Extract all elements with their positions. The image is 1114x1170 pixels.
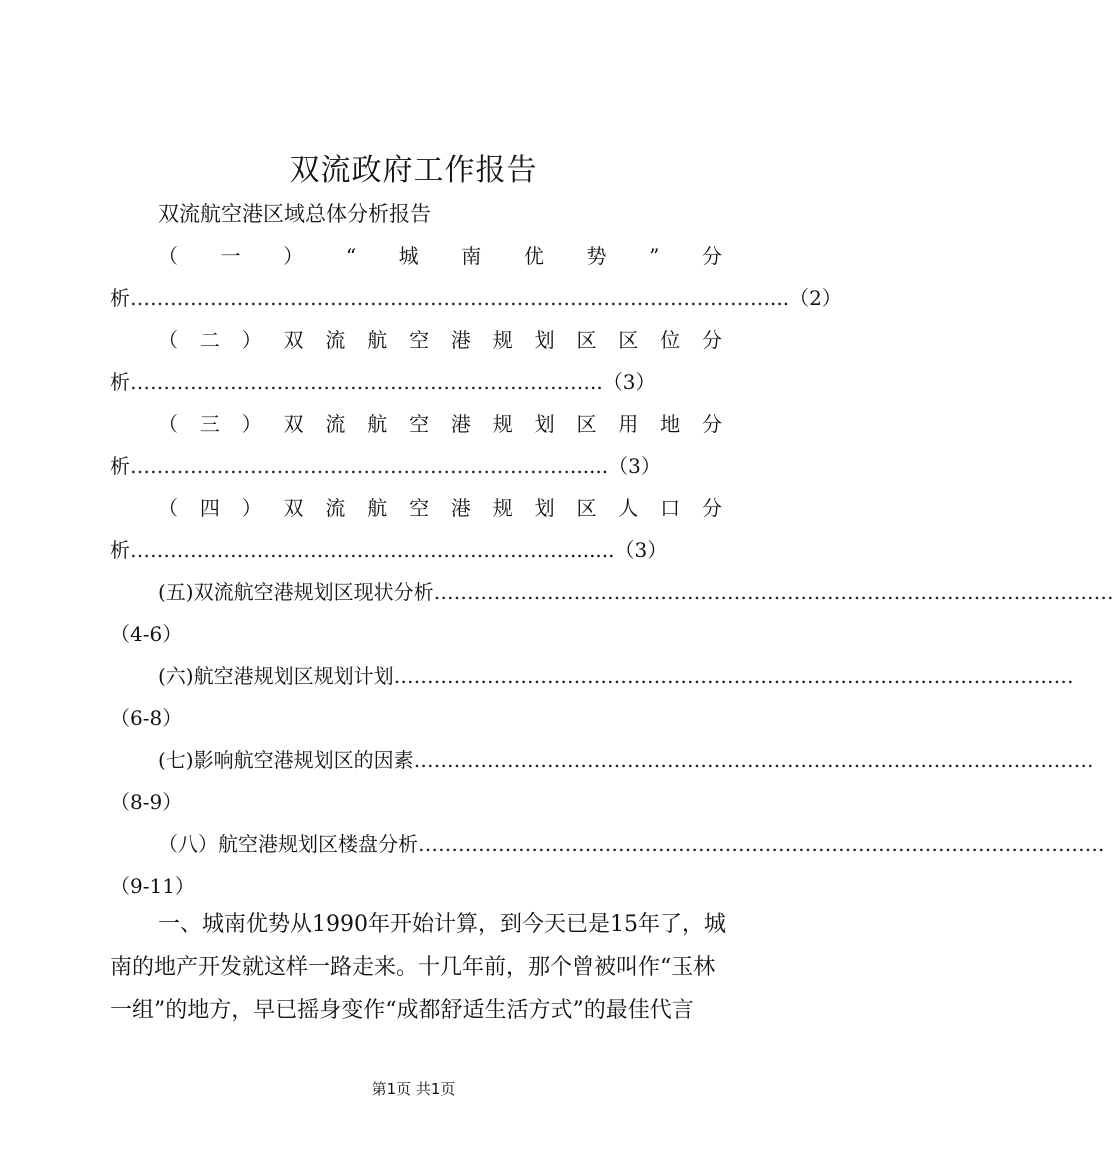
- toc-item-5-pages: （4-6）: [110, 622, 183, 646]
- toc-item-7-pages: （8-9）: [110, 790, 183, 814]
- toc-item-8: （八）航空港规划区楼盘分析 ………………………………………………………………………………………… .: [158, 832, 1105, 856]
- toc-item-1-line-2: 析 …………………………………………………………………………………… ...（2）: [110, 286, 842, 310]
- toc-item-6: (六)航空港规划区规划计划 …………………………………………………………………………………………: [158, 664, 1074, 688]
- toc-item-1-line-1: （ 一 ） “ 城 南 优 势 ” 分: [158, 244, 722, 268]
- toc-item-4-line-1: （ 四 ） 双 流 航 空 港 规 划 区 人 口 分: [158, 496, 722, 520]
- toc-item-6-pages: （6-8）: [110, 706, 183, 730]
- toc-item-3-line-1: （ 三 ） 双 流 航 空 港 规 划 区 用 地 分: [158, 412, 722, 436]
- toc-item-3-line-2: 析 ………………………………………………………… ......（3）: [110, 454, 661, 478]
- document-title: 双流政府工作报告: [289, 153, 538, 188]
- body-line-2: 南的地产开发就这样一路走来。十几年前，那个曾被叫作“玉林: [110, 955, 716, 980]
- toc-item-8-pages: （9-11）: [110, 874, 195, 898]
- toc-item-2-line-2: 析 …………………………………………………………… ..（3）: [110, 370, 656, 394]
- toc-item-7: (七)影响航空港规划区的因素 …………………………………………………………………………………………: [158, 748, 1094, 772]
- toc-item-4-line-2: 析 ………………………………………………………… .......（3）: [110, 538, 668, 562]
- body-line-1: 一、城南优势从1990年开始计算，到今天已是15年了，城: [158, 912, 726, 937]
- body-line-3: 一组”的地方，早已摇身变作“成都舒适生活方式”的最佳代言: [110, 998, 694, 1023]
- page-footer: 第1页 共1页: [371, 1080, 456, 1098]
- toc-item-2-line-1: （ 二 ） 双 流 航 空 港 规 划 区 区 位 分: [158, 328, 722, 352]
- toc-item-5: (五)双流航空港规划区现状分析 …………………………………………………………………………………………: [158, 580, 1114, 604]
- report-subtitle: 双流航空港区域总体分析报告: [158, 202, 431, 226]
